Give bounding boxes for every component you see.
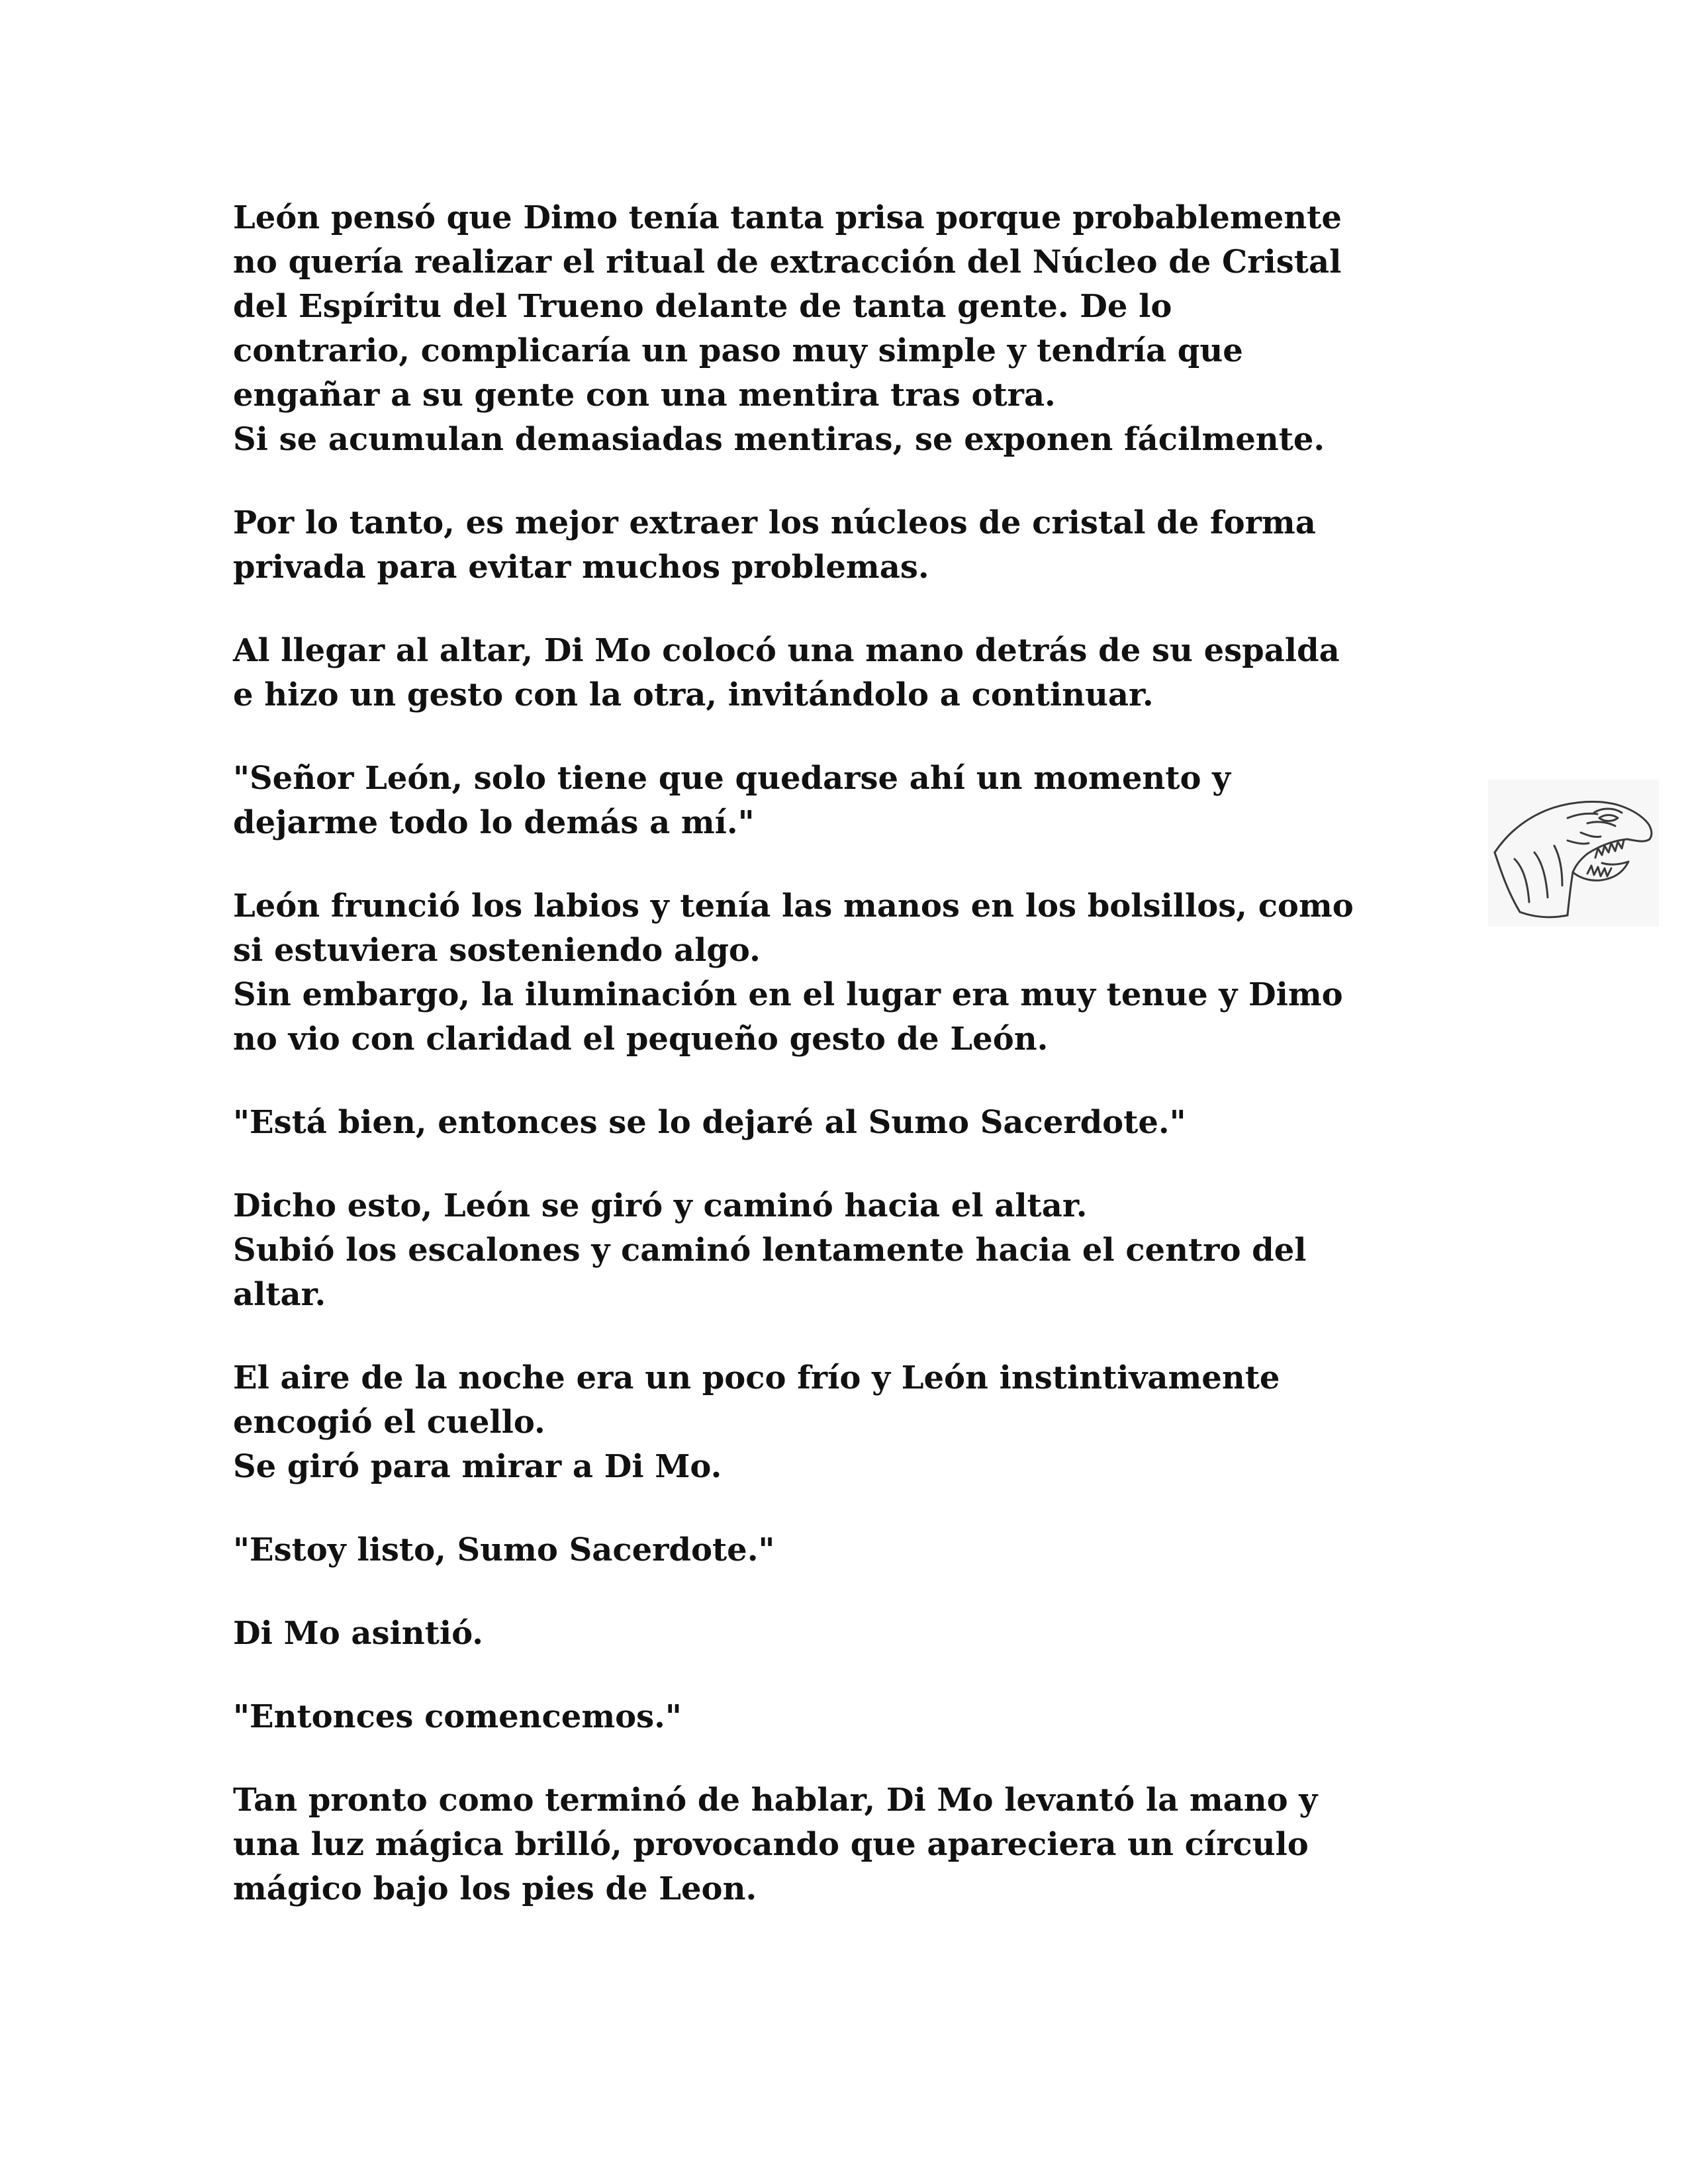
text-line: no vio con claridad el pequeño gesto de León. (233, 1021, 1049, 1058)
text-line: encogió el cuello. (233, 1404, 545, 1441)
text-line: e hizo un gesto con la otra, invitándolo a continuar. (233, 676, 1154, 713)
paragraph (233, 196, 1464, 462)
paragraph (233, 1695, 1464, 1739)
text-line: "Señor León, solo tiene que quedarse ahí un momento y (233, 760, 1231, 797)
text-line: contrario, complicaría un paso muy simple y tendría que (233, 332, 1243, 369)
text-line: Tan pronto como terminó de hablar, Di Mo levantó la mano y (233, 1782, 1318, 1819)
paragraph (233, 1356, 1464, 1489)
paragraph (233, 1778, 1464, 1911)
dinosaur-sketch-icon (1488, 780, 1659, 927)
text-line: del Espíritu del Trueno delante de tanta gente. De lo (233, 288, 1172, 325)
text-line: altar. (233, 1276, 326, 1313)
text-line: Se giró para mirar a Di Mo. (233, 1448, 722, 1485)
paragraph (233, 629, 1464, 717)
text-line: Si se acumulan demasiadas mentiras, se exponen fácilmente. (233, 421, 1325, 458)
text-line: León frunció los labios y tenía las manos en los bolsillos, como (233, 887, 1354, 925)
text-line: dejarme todo lo demás a mí." (233, 804, 755, 841)
text-line: si estuviera sosteniendo algo. (233, 932, 761, 969)
paragraph (233, 1612, 1464, 1656)
paragraph (233, 1528, 1464, 1572)
text-line: "Está bien, entonces se lo dejaré al Sumo Sacerdote." (233, 1104, 1186, 1141)
paragraph (233, 501, 1464, 590)
text-line: engañar a su gente con una mentira tras otra. (233, 377, 1056, 414)
text-line: Subió los escalones y caminó lentamente hacia el centro del (233, 1232, 1307, 1269)
text-line: mágico bajo los pies de Leon. (233, 1870, 757, 1907)
text-line: Di Mo asintió. (233, 1615, 483, 1652)
text-line: León pensó que Dimo tenía tanta prisa porque probablemente (233, 199, 1342, 236)
paragraph (233, 1101, 1464, 1145)
text-line: una luz mágica brilló, provocando que apareciera un círculo (233, 1826, 1309, 1863)
text-line: Por lo tanto, es mejor extraer los núcleos de cristal de forma (233, 504, 1316, 541)
text-line: El aire de la noche era un poco frío y León instintivamente (233, 1359, 1280, 1396)
text-line: "Entonces comencemos." (233, 1698, 682, 1735)
text-line: "Estoy listo, Sumo Sacerdote." (233, 1531, 775, 1569)
paragraph (233, 884, 1464, 1062)
text-line: no quería realizar el ritual de extracción del Núcleo de Cristal (233, 244, 1342, 281)
text-line: Al llegar al altar, Di Mo colocó una mano detrás de su espalda (233, 632, 1340, 669)
paragraph (233, 756, 1464, 845)
text-line: Sin embargo, la iluminación en el lugar era muy tenue y Dimo (233, 976, 1343, 1013)
text-line: Dicho esto, León se giró y caminó hacia el altar. (233, 1187, 1088, 1224)
text-line: privada para evitar muchos problemas. (233, 549, 929, 586)
story-text (233, 196, 1464, 1950)
paragraph (233, 1184, 1464, 1317)
